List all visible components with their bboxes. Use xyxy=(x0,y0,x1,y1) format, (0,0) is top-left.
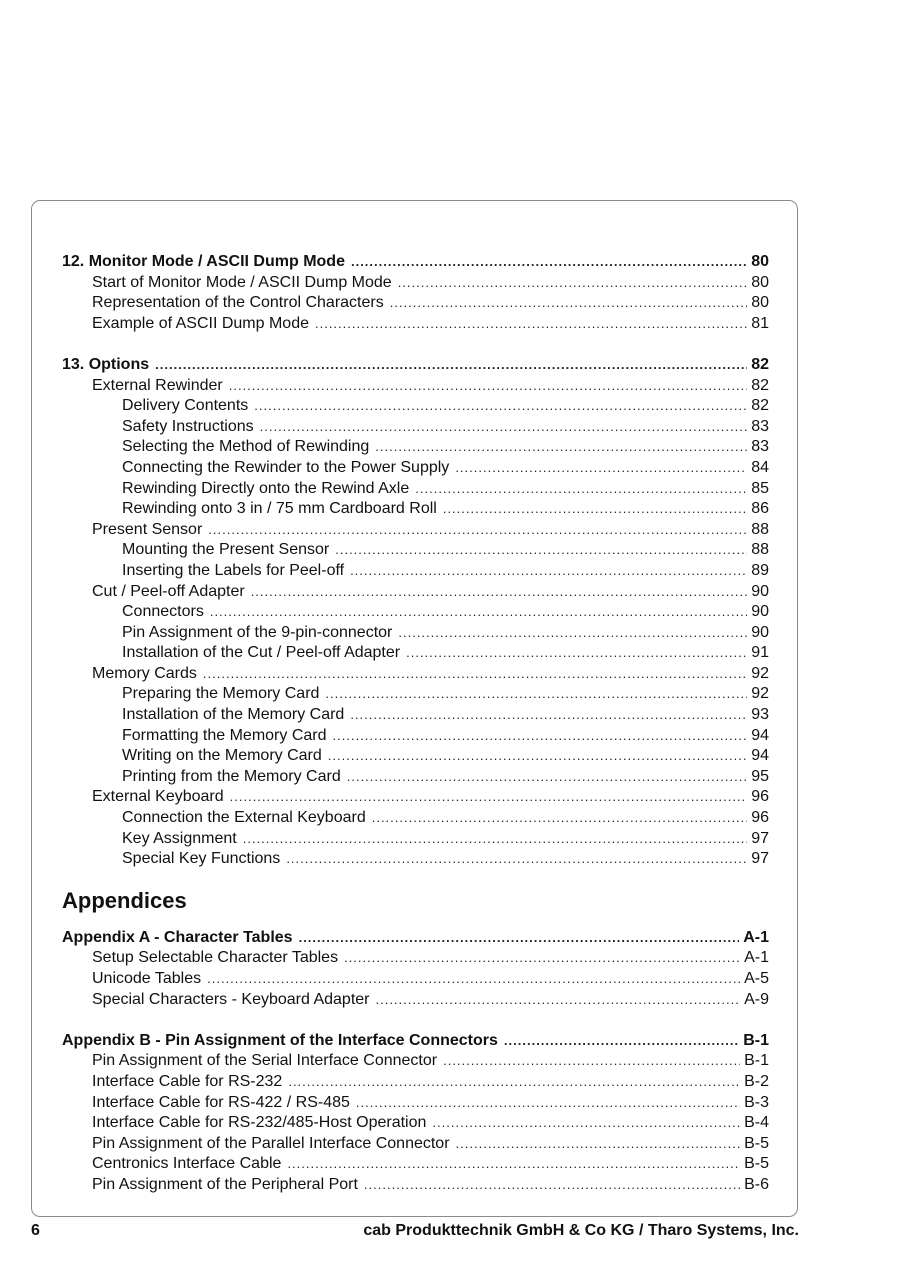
toc-entry-page: 91 xyxy=(751,644,769,662)
toc-entry[interactable] xyxy=(62,990,769,1011)
toc-entry-page: 95 xyxy=(751,767,769,785)
toc-entry-title: Representation of the Control Characters xyxy=(92,294,384,312)
toc-entry-title: Formatting the Memory Card xyxy=(122,726,327,744)
toc-entry-title: Rewinding onto 3 in / 75 mm Cardboard Roll xyxy=(122,500,437,518)
toc-entry[interactable] xyxy=(62,582,769,603)
toc-section-entry[interactable] xyxy=(62,355,769,376)
dot-leader xyxy=(328,746,747,767)
toc-entry-page: 93 xyxy=(751,706,769,724)
footer-page-number: 6 xyxy=(31,1222,40,1239)
toc-entry-title: Special Key Functions xyxy=(122,850,281,868)
dot-leader xyxy=(315,314,747,335)
toc-entry-title: Appendix A - Character Tables xyxy=(62,928,293,946)
toc-entry-page: 80 xyxy=(751,294,769,312)
toc-entry-title: Connectors xyxy=(122,603,204,621)
dot-leader xyxy=(251,582,748,603)
toc-entry-title: Example of ASCII Dump Mode xyxy=(92,314,309,332)
toc-entry[interactable] xyxy=(62,808,769,829)
toc-entry-title: Memory Cards xyxy=(92,664,197,682)
dot-leader xyxy=(415,479,747,500)
dot-leader xyxy=(288,1072,740,1093)
toc-entry-page: A-9 xyxy=(744,990,769,1008)
toc-section-entry[interactable] xyxy=(62,252,769,273)
toc-entry-title: Start of Monitor Mode / ASCII Dump Mode xyxy=(92,273,392,291)
toc-entry-page: 81 xyxy=(751,314,769,332)
toc-entry-page: 97 xyxy=(751,829,769,847)
toc-entry[interactable] xyxy=(62,293,769,314)
toc-entry-page: 83 xyxy=(751,417,769,435)
toc-entry-page: 89 xyxy=(751,561,769,579)
dot-leader xyxy=(286,849,747,870)
dot-leader xyxy=(210,602,747,623)
toc-entry-page: 83 xyxy=(751,438,769,456)
toc-entry-title: 12. Monitor Mode / ASCII Dump Mode xyxy=(62,253,345,270)
toc-entry[interactable] xyxy=(62,520,769,541)
toc-entry[interactable] xyxy=(62,684,769,705)
toc-entry[interactable] xyxy=(62,664,769,685)
toc-entry[interactable] xyxy=(62,767,769,788)
toc-entry-title: Centronics Interface Cable xyxy=(92,1155,282,1173)
dot-leader xyxy=(375,437,747,458)
toc-entry-page: B-1 xyxy=(744,1052,769,1070)
toc-entry-page: 96 xyxy=(751,809,769,827)
toc-entry-page: 80 xyxy=(751,253,769,270)
toc-entry-page: A-1 xyxy=(743,928,769,946)
toc-entry[interactable] xyxy=(62,1113,769,1134)
toc-entry-page: 82 xyxy=(751,397,769,415)
toc-entry-title: Selecting the Method of Rewinding xyxy=(122,438,370,456)
toc-entry-title: Inserting the Labels for Peel-off xyxy=(122,561,345,579)
dot-leader xyxy=(230,787,748,808)
toc-entry-page: 97 xyxy=(751,850,769,868)
toc-entry-title: Preparing the Memory Card xyxy=(122,685,320,703)
toc-entry[interactable] xyxy=(62,726,769,747)
toc-entry-page: 82 xyxy=(751,355,769,373)
toc-entry-title: Delivery Contents xyxy=(122,397,249,415)
dot-leader xyxy=(432,1113,740,1134)
toc-entry-page: 90 xyxy=(751,603,769,621)
toc-entry[interactable] xyxy=(62,479,769,500)
dot-leader xyxy=(350,561,747,582)
toc-entry[interactable] xyxy=(62,376,769,397)
toc-appendices xyxy=(62,928,769,1196)
dot-leader xyxy=(155,355,747,376)
toc-entry[interactable] xyxy=(62,829,769,850)
toc-entry-title: Present Sensor xyxy=(92,520,203,538)
toc-entry-title: Installation of the Memory Card xyxy=(122,706,345,724)
toc-entry-page: B-1 xyxy=(743,1031,769,1049)
toc-entry-title: Pin Assignment of the Parallel Interface Connector xyxy=(92,1134,450,1152)
toc-entry-page: 94 xyxy=(751,726,769,744)
toc-entry[interactable] xyxy=(62,273,769,294)
dot-leader xyxy=(455,458,747,479)
toc-entry-page: B-3 xyxy=(744,1093,769,1111)
dot-leader xyxy=(398,273,748,294)
toc-entry[interactable] xyxy=(62,602,769,623)
dot-leader xyxy=(356,1093,740,1114)
dot-leader xyxy=(390,293,747,314)
toc-entry-page: B-2 xyxy=(744,1072,769,1090)
toc-entry-page: 88 xyxy=(751,520,769,538)
toc-entry[interactable] xyxy=(62,314,769,335)
toc-entry-title: Connection the External Keyboard xyxy=(122,809,366,827)
dot-leader xyxy=(243,829,747,850)
toc-entry-title: Pin Assignment of the Peripheral Port xyxy=(92,1175,358,1193)
toc-entry[interactable] xyxy=(62,1093,769,1114)
dot-leader xyxy=(406,643,747,664)
toc-entry[interactable] xyxy=(62,787,769,808)
toc-entry[interactable] xyxy=(62,499,769,520)
dot-leader xyxy=(443,1051,740,1072)
toc-entry-page: 90 xyxy=(751,623,769,641)
toc-entry-page: 85 xyxy=(751,479,769,497)
toc-entry-title: Safety Instructions xyxy=(122,417,254,435)
toc-entry[interactable] xyxy=(62,561,769,582)
toc-entry-title: Writing on the Memory Card xyxy=(122,747,322,765)
toc-entry-page: B-6 xyxy=(744,1175,769,1193)
toc-entry[interactable] xyxy=(62,705,769,726)
toc-entry-title: Setup Selectable Character Tables xyxy=(92,949,339,967)
toc-entry[interactable] xyxy=(62,849,769,870)
toc-entry[interactable] xyxy=(62,643,769,664)
toc-entry-title: 13. Options xyxy=(62,355,150,373)
toc-entry-title: Mounting the Present Sensor xyxy=(122,541,330,559)
dot-leader xyxy=(347,767,747,788)
toc-entry-page: B-5 xyxy=(744,1134,769,1152)
dot-leader xyxy=(350,705,747,726)
toc-entry-page: 92 xyxy=(751,685,769,703)
dot-leader xyxy=(344,948,740,969)
dot-leader xyxy=(325,684,747,705)
toc-entry[interactable] xyxy=(62,969,769,990)
dot-leader xyxy=(372,808,747,829)
toc-entry[interactable] xyxy=(62,1154,769,1175)
toc-entry[interactable] xyxy=(62,1072,769,1093)
toc-entry-page: 82 xyxy=(751,376,769,394)
footer-company: cab Produkttechnik GmbH & Co KG / Tharo Systems, Inc. xyxy=(363,1222,799,1239)
dot-leader xyxy=(364,1175,740,1196)
toc-entry-page: B-4 xyxy=(744,1114,769,1132)
dot-leader xyxy=(443,499,747,520)
dot-leader xyxy=(203,664,747,685)
dot-leader xyxy=(335,540,747,561)
toc-entry[interactable] xyxy=(62,396,769,417)
toc-entry-page: 86 xyxy=(751,500,769,518)
toc-entry-page: 92 xyxy=(751,664,769,682)
toc-entry[interactable] xyxy=(62,948,769,969)
dot-leader xyxy=(333,726,748,747)
toc-entry[interactable] xyxy=(62,437,769,458)
toc-entry[interactable] xyxy=(62,540,769,561)
toc-entry-title: Connecting the Rewinder to the Power Supply xyxy=(122,458,450,476)
toc-entry[interactable] xyxy=(62,623,769,644)
dot-leader xyxy=(504,1031,739,1052)
dot-leader xyxy=(351,252,747,273)
toc-entry-title: Interface Cable for RS-422 / RS-485 xyxy=(92,1093,350,1111)
toc-entry-title: Rewinding Directly onto the Rewind Axle xyxy=(122,479,410,497)
toc-entry[interactable] xyxy=(62,417,769,438)
dot-leader xyxy=(398,623,747,644)
toc-entry-page: 94 xyxy=(751,747,769,765)
toc-entry-title: Interface Cable for RS-232 xyxy=(92,1072,283,1090)
table-of-contents xyxy=(62,252,769,1196)
toc-entry[interactable] xyxy=(62,1175,769,1196)
toc-entry[interactable] xyxy=(62,1134,769,1155)
dot-leader xyxy=(299,928,740,949)
toc-entry-page: 80 xyxy=(751,273,769,291)
toc-entry-title: Printing from the Memory Card xyxy=(122,767,341,785)
toc-entry-title: Pin Assignment of the Serial Interface Connector xyxy=(92,1052,438,1070)
dot-leader xyxy=(254,396,747,417)
toc-entry-title: External Keyboard xyxy=(92,788,224,806)
toc-entry-page: 88 xyxy=(751,541,769,559)
toc-entry-page: A-1 xyxy=(744,949,769,967)
toc-section-entry[interactable] xyxy=(62,1031,769,1052)
toc-entry-title: Appendix B - Pin Assignment of the Interface Connectors xyxy=(62,1031,498,1049)
toc-entry-page: 84 xyxy=(751,458,769,476)
toc-section-entry[interactable] xyxy=(62,928,769,949)
dot-leader xyxy=(260,417,748,438)
toc-entry-title: Installation of the Cut / Peel-off Adapter xyxy=(122,644,401,662)
toc-entry-page: 90 xyxy=(751,582,769,600)
toc-entry-title: Unicode Tables xyxy=(92,970,202,987)
toc-entry[interactable] xyxy=(62,746,769,767)
toc-entry-page: A-5 xyxy=(744,970,769,987)
toc-entry-title: Pin Assignment of the 9-pin-connector xyxy=(122,623,393,641)
toc-entry-title: Special Characters - Keyboard Adapter xyxy=(92,990,370,1008)
section-spacer xyxy=(62,334,769,355)
dot-leader xyxy=(456,1134,741,1155)
toc-entry-page: 96 xyxy=(751,788,769,806)
dot-leader xyxy=(375,990,740,1011)
toc-entry[interactable] xyxy=(62,1051,769,1072)
appendices-heading: Appendices xyxy=(62,887,187,913)
toc-entry[interactable] xyxy=(62,458,769,479)
toc-sections xyxy=(62,252,769,870)
toc-entry-title: Key Assignment xyxy=(122,829,237,847)
dot-leader xyxy=(208,520,747,541)
dot-leader xyxy=(207,969,740,990)
toc-entry-title: External Rewinder xyxy=(92,376,223,394)
toc-entry-title: Cut / Peel-off Adapter xyxy=(92,582,245,600)
toc-entry-title: Interface Cable for RS-232/485-Host Operation xyxy=(92,1114,427,1132)
dot-leader xyxy=(229,376,747,397)
dot-leader xyxy=(287,1154,740,1175)
section-spacer xyxy=(62,1010,769,1031)
toc-entry-page: B-5 xyxy=(744,1155,769,1173)
